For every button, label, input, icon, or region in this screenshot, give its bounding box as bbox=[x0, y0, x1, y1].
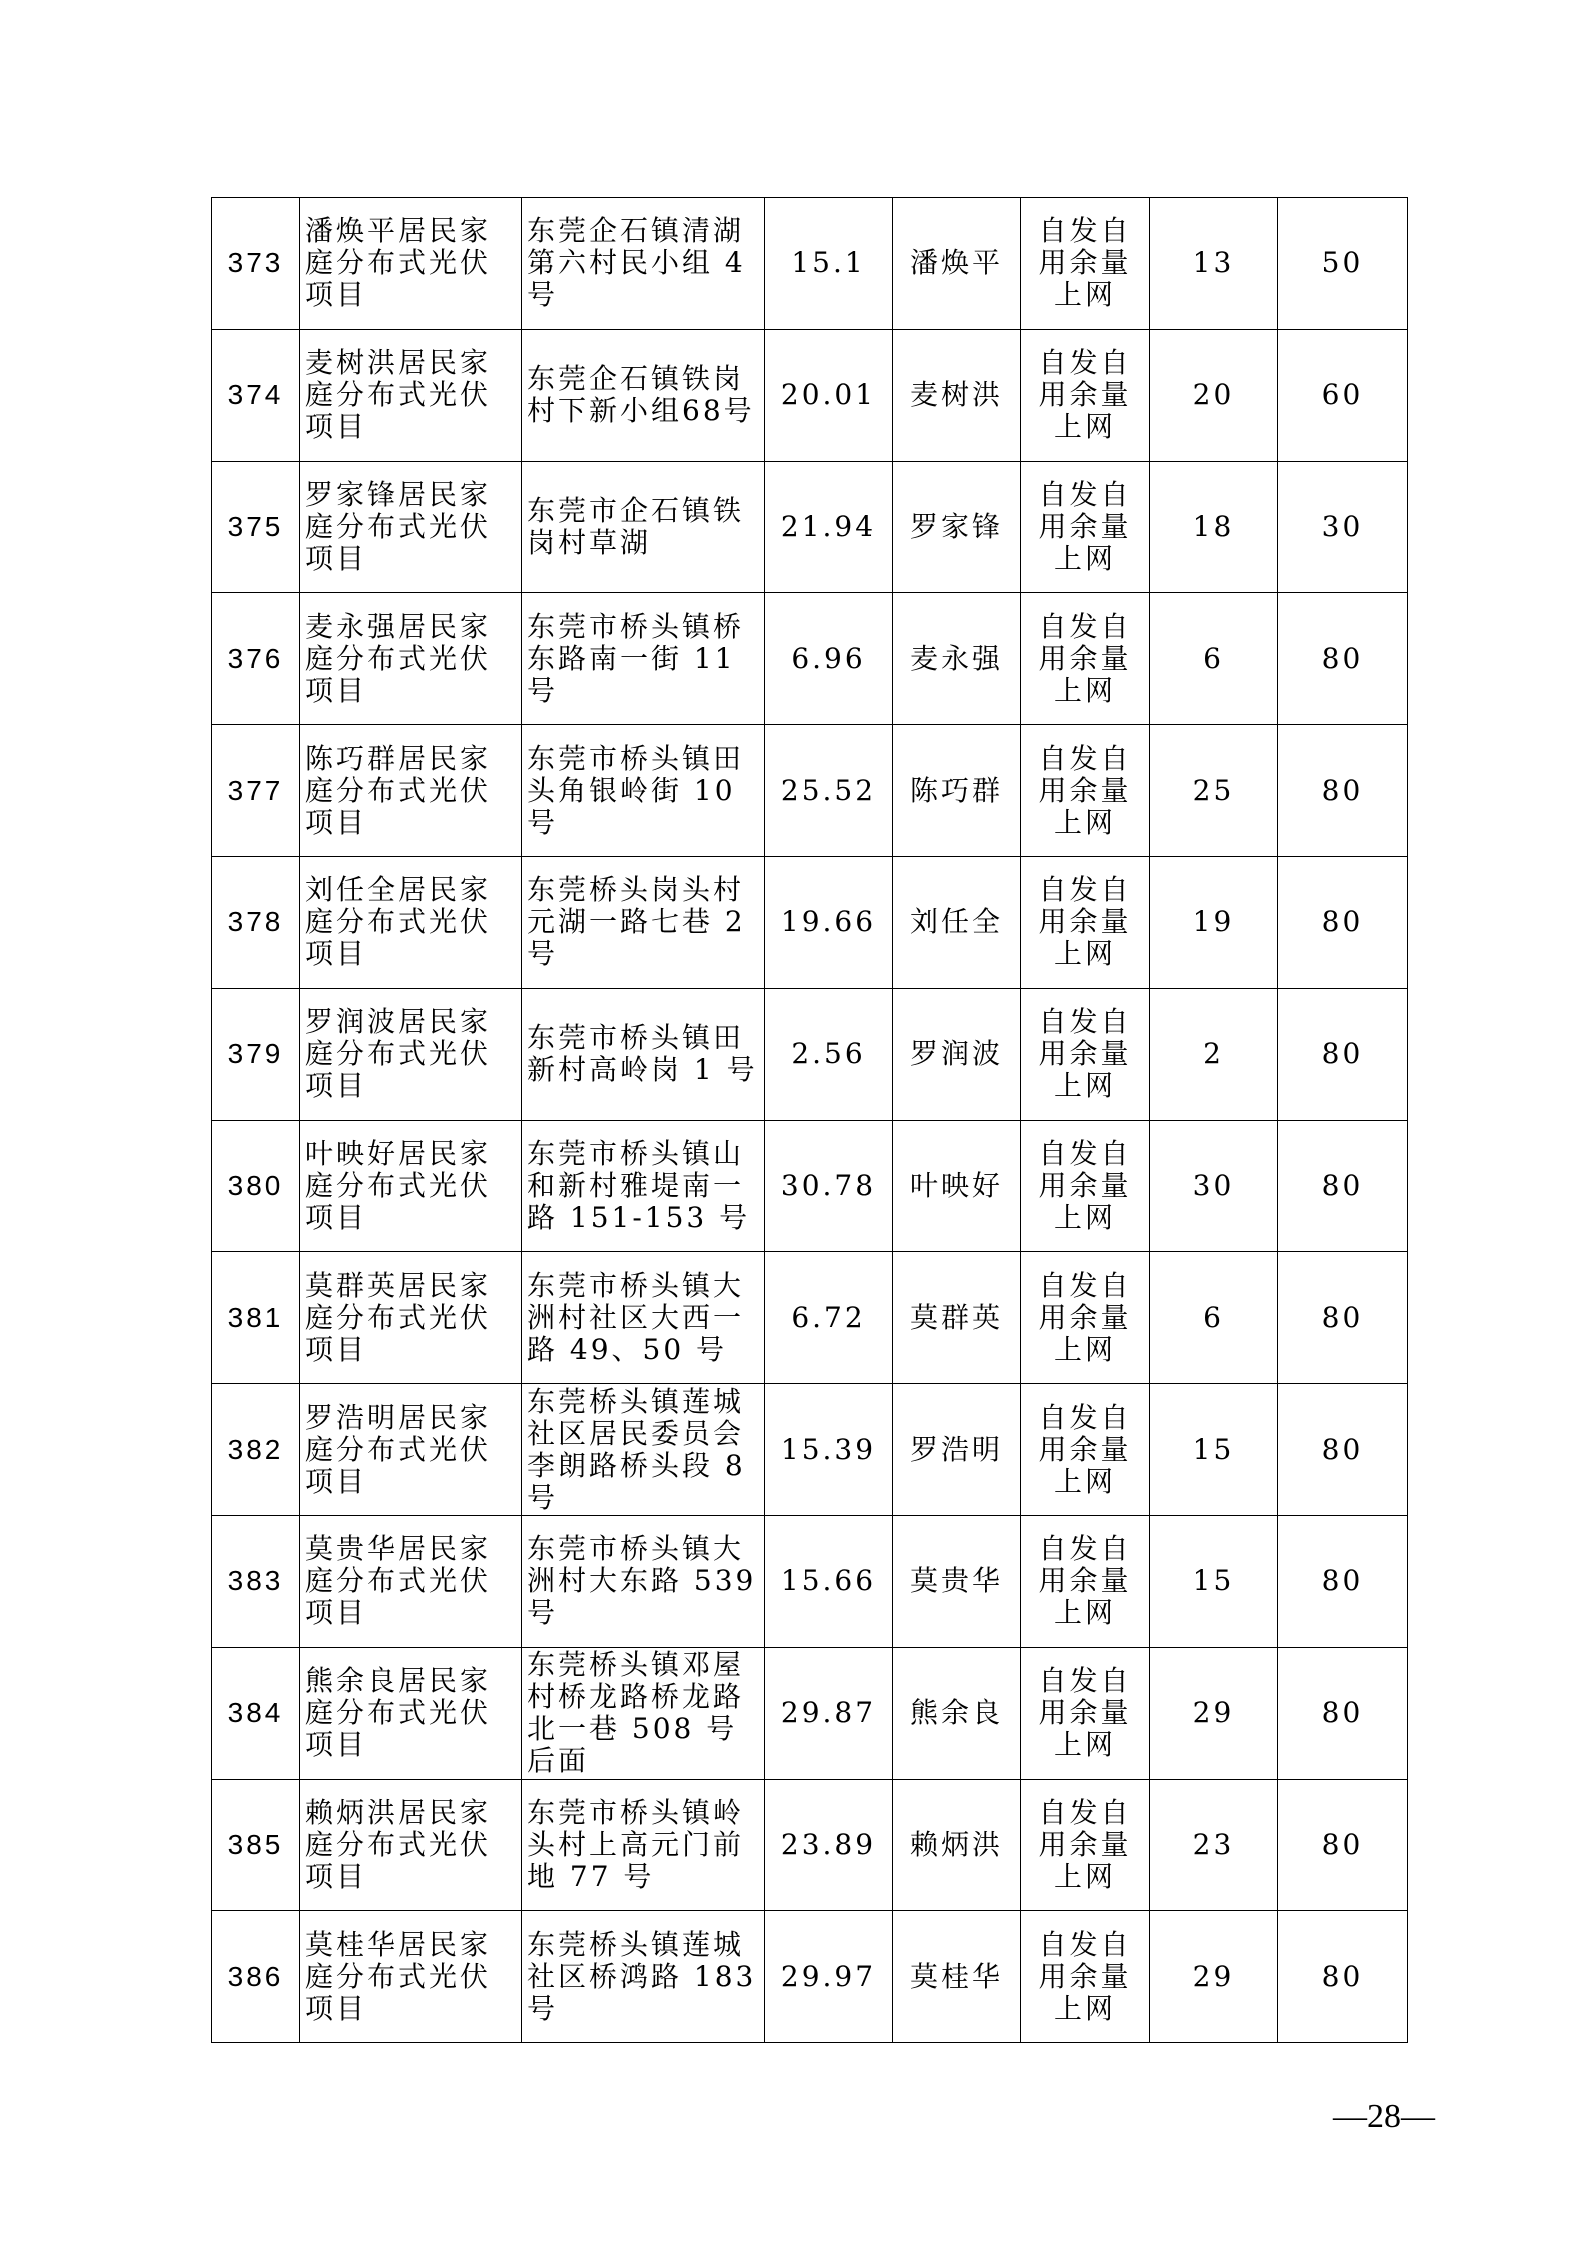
address-cell: 东莞市桥头镇岭头村上高元门前地 77 号 bbox=[522, 1779, 765, 1911]
project-name-cell: 叶映好居民家庭分布式光伏项目 bbox=[300, 1120, 522, 1252]
owner-cell: 罗浩明 bbox=[893, 1384, 1021, 1516]
value-cell-8: 50 bbox=[1278, 198, 1408, 330]
value-cell-8: 80 bbox=[1278, 725, 1408, 857]
row-number-cell: 376 bbox=[212, 593, 300, 725]
address-cell: 东莞桥头镇莲城社区桥鸿路 183 号 bbox=[522, 1911, 765, 2043]
table-row bbox=[212, 725, 1408, 857]
address-cell: 东莞市桥头镇山和新村雅堤南一路 151-153 号 bbox=[522, 1120, 765, 1252]
value-cell-8: 80 bbox=[1278, 1252, 1408, 1384]
address-cell: 东莞市桥头镇桥东路南一街 11 号 bbox=[522, 593, 765, 725]
project-name-cell: 罗浩明居民家庭分布式光伏项目 bbox=[300, 1384, 522, 1516]
value-cell-8: 80 bbox=[1278, 1384, 1408, 1516]
grid-mode-cell: 自发自用余量上网 bbox=[1021, 1252, 1150, 1384]
value-cell-7: 20 bbox=[1150, 329, 1278, 461]
project-name-cell: 莫桂华居民家庭分布式光伏项目 bbox=[300, 1911, 522, 2043]
project-name-cell: 罗润波居民家庭分布式光伏项目 bbox=[300, 988, 522, 1120]
owner-cell: 陈巧群 bbox=[893, 725, 1021, 857]
row-number-cell: 373 bbox=[212, 198, 300, 330]
address-cell: 东莞桥头镇莲城社区居民委员会李朗路桥头段 8 号 bbox=[522, 1384, 765, 1516]
address-cell: 东莞市企石镇铁岗村草湖 bbox=[522, 461, 765, 593]
capacity-cell: 15.1 bbox=[765, 198, 893, 330]
row-number-cell: 375 bbox=[212, 461, 300, 593]
grid-mode-cell: 自发自用余量上网 bbox=[1021, 1647, 1150, 1779]
owner-cell: 罗家锋 bbox=[893, 461, 1021, 593]
value-cell-8: 80 bbox=[1278, 988, 1408, 1120]
row-number-cell: 383 bbox=[212, 1515, 300, 1647]
project-name-cell: 麦树洪居民家庭分布式光伏项目 bbox=[300, 329, 522, 461]
project-name-cell: 莫群英居民家庭分布式光伏项目 bbox=[300, 1252, 522, 1384]
row-number-cell: 385 bbox=[212, 1779, 300, 1911]
grid-mode-cell: 自发自用余量上网 bbox=[1021, 1120, 1150, 1252]
project-name-cell: 熊余良居民家庭分布式光伏项目 bbox=[300, 1647, 522, 1779]
capacity-cell: 29.97 bbox=[765, 1911, 893, 2043]
value-cell-7: 29 bbox=[1150, 1647, 1278, 1779]
row-number-cell: 380 bbox=[212, 1120, 300, 1252]
capacity-cell: 30.78 bbox=[765, 1120, 893, 1252]
address-cell: 东莞桥头镇邓屋村桥龙路桥龙路北一巷 508 号后面 bbox=[522, 1647, 765, 1779]
value-cell-8: 80 bbox=[1278, 593, 1408, 725]
grid-mode-cell: 自发自用余量上网 bbox=[1021, 461, 1150, 593]
address-cell: 东莞市桥头镇大洲村社区大西一路 49、50 号 bbox=[522, 1252, 765, 1384]
address-cell: 东莞企石镇铁岗村下新小组68号 bbox=[522, 329, 765, 461]
grid-mode-cell: 自发自用余量上网 bbox=[1021, 593, 1150, 725]
capacity-cell: 19.66 bbox=[765, 856, 893, 988]
capacity-cell: 23.89 bbox=[765, 1779, 893, 1911]
owner-cell: 叶映好 bbox=[893, 1120, 1021, 1252]
table-row bbox=[212, 1647, 1408, 1779]
value-cell-8: 80 bbox=[1278, 1647, 1408, 1779]
table-row bbox=[212, 856, 1408, 988]
value-cell-8: 80 bbox=[1278, 1515, 1408, 1647]
address-cell: 东莞市桥头镇田新村高岭岗 1 号 bbox=[522, 988, 765, 1120]
value-cell-7: 15 bbox=[1150, 1384, 1278, 1516]
value-cell-8: 80 bbox=[1278, 1120, 1408, 1252]
project-name-cell: 麦永强居民家庭分布式光伏项目 bbox=[300, 593, 522, 725]
grid-mode-cell: 自发自用余量上网 bbox=[1021, 856, 1150, 988]
row-number-cell: 386 bbox=[212, 1911, 300, 2043]
table-row bbox=[212, 198, 1408, 330]
owner-cell: 莫贵华 bbox=[893, 1515, 1021, 1647]
project-name-cell: 潘焕平居民家庭分布式光伏项目 bbox=[300, 198, 522, 330]
table-row bbox=[212, 1120, 1408, 1252]
table-row bbox=[212, 988, 1408, 1120]
value-cell-7: 13 bbox=[1150, 198, 1278, 330]
owner-cell: 刘任全 bbox=[893, 856, 1021, 988]
address-cell: 东莞企石镇清湖第六村民小组 4 号 bbox=[522, 198, 765, 330]
table-body bbox=[212, 198, 1408, 2043]
project-name-cell: 赖炳洪居民家庭分布式光伏项目 bbox=[300, 1779, 522, 1911]
grid-mode-cell: 自发自用余量上网 bbox=[1021, 725, 1150, 857]
project-name-cell: 莫贵华居民家庭分布式光伏项目 bbox=[300, 1515, 522, 1647]
value-cell-7: 19 bbox=[1150, 856, 1278, 988]
value-cell-8: 60 bbox=[1278, 329, 1408, 461]
address-cell: 东莞市桥头镇田头角银岭街 10 号 bbox=[522, 725, 765, 857]
project-table bbox=[211, 197, 1408, 2043]
grid-mode-cell: 自发自用余量上网 bbox=[1021, 329, 1150, 461]
value-cell-7: 15 bbox=[1150, 1515, 1278, 1647]
value-cell-7: 30 bbox=[1150, 1120, 1278, 1252]
capacity-cell: 21.94 bbox=[765, 461, 893, 593]
grid-mode-cell: 自发自用余量上网 bbox=[1021, 1384, 1150, 1516]
value-cell-7: 6 bbox=[1150, 1252, 1278, 1384]
address-cell: 东莞市桥头镇大洲村大东路 539 号 bbox=[522, 1515, 765, 1647]
table-row bbox=[212, 1384, 1408, 1516]
address-cell: 东莞桥头岗头村元湖一路七巷 2 号 bbox=[522, 856, 765, 988]
table-row bbox=[212, 461, 1408, 593]
page-number: —28— bbox=[1333, 2098, 1435, 2135]
value-cell-8: 80 bbox=[1278, 1779, 1408, 1911]
grid-mode-cell: 自发自用余量上网 bbox=[1021, 1779, 1150, 1911]
table-row bbox=[212, 1779, 1408, 1911]
grid-mode-cell: 自发自用余量上网 bbox=[1021, 1515, 1150, 1647]
owner-cell: 莫群英 bbox=[893, 1252, 1021, 1384]
capacity-cell: 25.52 bbox=[765, 725, 893, 857]
row-number-cell: 374 bbox=[212, 329, 300, 461]
row-number-cell: 379 bbox=[212, 988, 300, 1120]
table-row bbox=[212, 1252, 1408, 1384]
table-row bbox=[212, 1911, 1408, 2043]
grid-mode-cell: 自发自用余量上网 bbox=[1021, 988, 1150, 1120]
capacity-cell: 2.56 bbox=[765, 988, 893, 1120]
value-cell-7: 18 bbox=[1150, 461, 1278, 593]
row-number-cell: 384 bbox=[212, 1647, 300, 1779]
value-cell-7: 2 bbox=[1150, 988, 1278, 1120]
value-cell-7: 6 bbox=[1150, 593, 1278, 725]
value-cell-7: 23 bbox=[1150, 1779, 1278, 1911]
owner-cell: 熊余良 bbox=[893, 1647, 1021, 1779]
owner-cell: 潘焕平 bbox=[893, 198, 1021, 330]
capacity-cell: 6.72 bbox=[765, 1252, 893, 1384]
grid-mode-cell: 自发自用余量上网 bbox=[1021, 1911, 1150, 2043]
capacity-cell: 6.96 bbox=[765, 593, 893, 725]
value-cell-8: 80 bbox=[1278, 1911, 1408, 2043]
value-cell-7: 25 bbox=[1150, 725, 1278, 857]
owner-cell: 麦永强 bbox=[893, 593, 1021, 725]
value-cell-7: 29 bbox=[1150, 1911, 1278, 2043]
owner-cell: 赖炳洪 bbox=[893, 1779, 1021, 1911]
value-cell-8: 80 bbox=[1278, 856, 1408, 988]
capacity-cell: 20.01 bbox=[765, 329, 893, 461]
row-number-cell: 381 bbox=[212, 1252, 300, 1384]
table-row bbox=[212, 593, 1408, 725]
value-cell-8: 30 bbox=[1278, 461, 1408, 593]
project-name-cell: 罗家锋居民家庭分布式光伏项目 bbox=[300, 461, 522, 593]
row-number-cell: 377 bbox=[212, 725, 300, 857]
row-number-cell: 382 bbox=[212, 1384, 300, 1516]
grid-mode-cell: 自发自用余量上网 bbox=[1021, 198, 1150, 330]
table-row bbox=[212, 329, 1408, 461]
owner-cell: 罗润波 bbox=[893, 988, 1021, 1120]
capacity-cell: 15.66 bbox=[765, 1515, 893, 1647]
capacity-cell: 29.87 bbox=[765, 1647, 893, 1779]
project-name-cell: 陈巧群居民家庭分布式光伏项目 bbox=[300, 725, 522, 857]
project-name-cell: 刘任全居民家庭分布式光伏项目 bbox=[300, 856, 522, 988]
capacity-cell: 15.39 bbox=[765, 1384, 893, 1516]
owner-cell: 麦树洪 bbox=[893, 329, 1021, 461]
owner-cell: 莫桂华 bbox=[893, 1911, 1021, 2043]
table-row bbox=[212, 1515, 1408, 1647]
row-number-cell: 378 bbox=[212, 856, 300, 988]
